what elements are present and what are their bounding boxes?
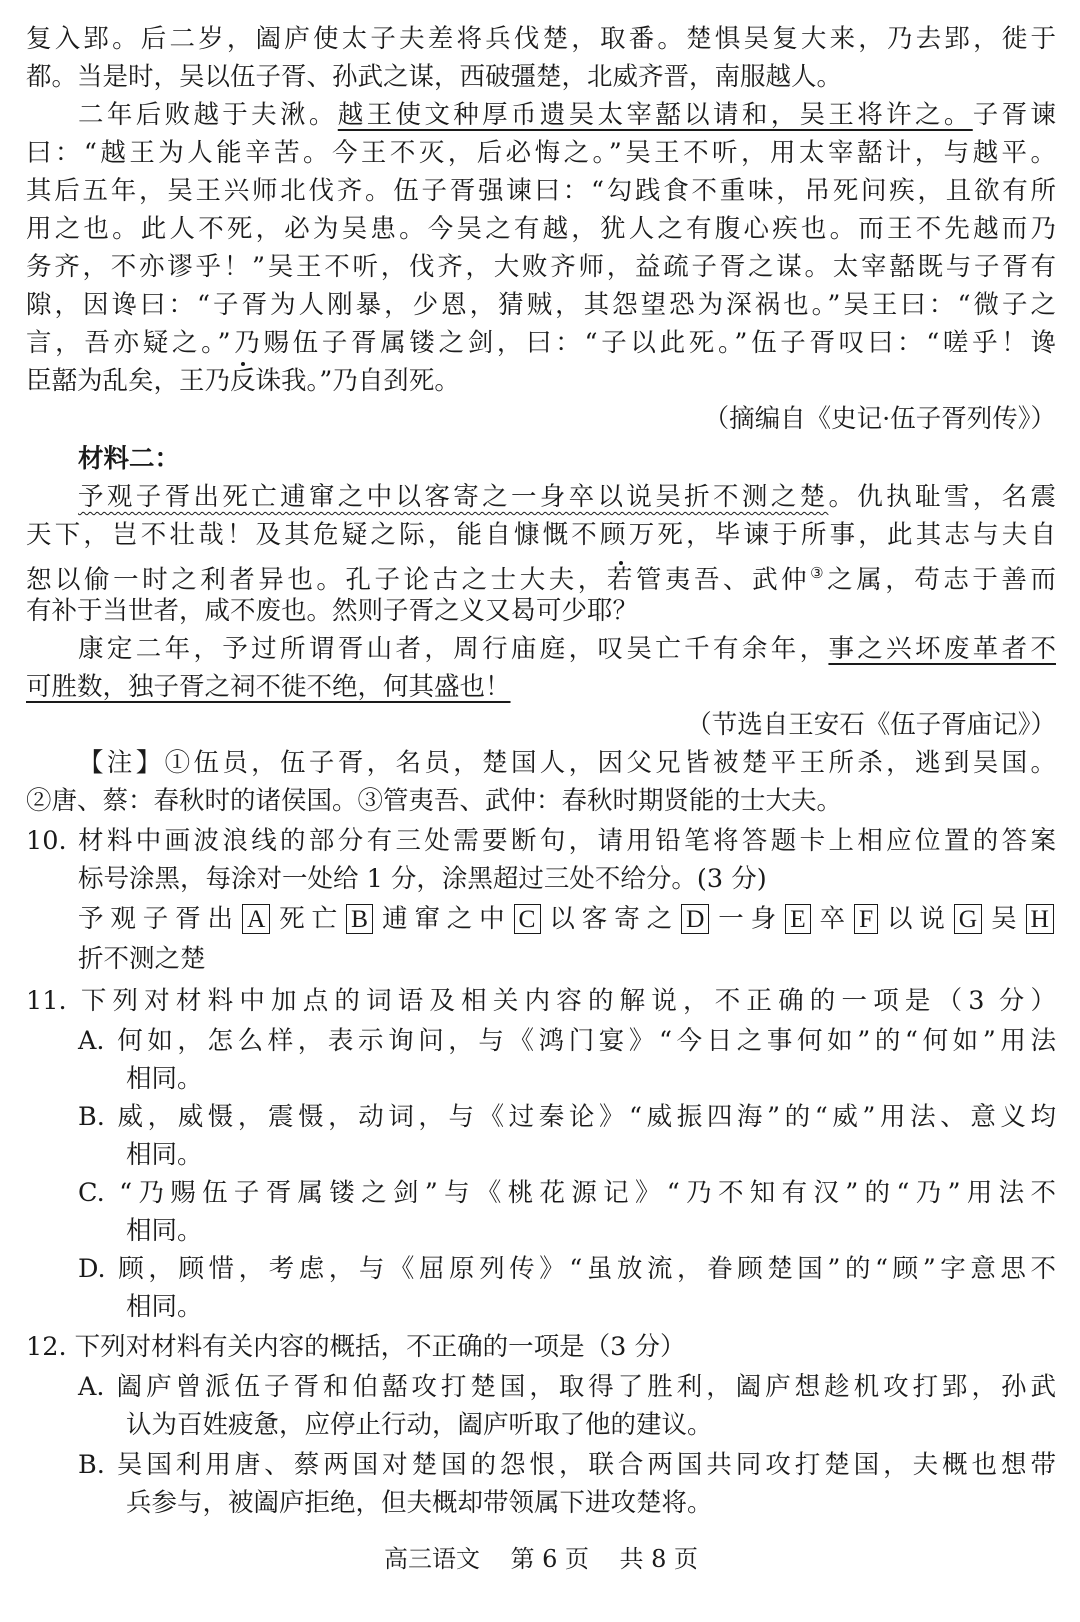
passage-text: 。仇执耻雪，名震 bbox=[828, 482, 1056, 512]
passage-line bbox=[26, 362, 460, 400]
dotted-word: 反 bbox=[230, 366, 256, 396]
passage-text: 诛我。”乃自刭死。 bbox=[255, 366, 460, 396]
break-option-box[interactable]: D bbox=[681, 904, 709, 934]
option-b-continued: 相同。 bbox=[126, 1140, 203, 1170]
break-option-box[interactable]: A bbox=[242, 904, 270, 934]
sentence-segment: 予观子胥出 bbox=[78, 904, 240, 934]
sentence-segment: 逋窜之中 bbox=[375, 904, 512, 934]
passage-text: 子胥谏 bbox=[972, 100, 1056, 130]
passage-text: 二年后败越于夫湫。 bbox=[78, 100, 338, 130]
option-b[interactable]: B. 吴国利用唐、蔡两国对楚国的怨恨，联合两国共同攻打楚国，夫概也想带 bbox=[78, 1450, 1056, 1480]
passage-line: 隙，因谗曰：“子胥为人刚暴，少恩，猜贼，其怨望恐为深祸也。”吴王曰：“微子之 bbox=[26, 290, 1056, 320]
option-a-continued: 相同。 bbox=[126, 1064, 203, 1094]
sentence-segment: 卒 bbox=[812, 904, 852, 934]
passage-line: 务齐，不亦谬乎！”吴王不听，伐齐，大败齐师，益疏子胥之谋。太宰嚭既与子胥有 bbox=[26, 252, 1056, 282]
wavy-underlined-sentence: 予观子胥出死亡逋窜之中以客寄之一身卒以说吴折不测之楚 bbox=[78, 482, 829, 512]
sentence-segment: 折不测之楚 bbox=[78, 944, 206, 974]
passage-line: 都。当是时，吴以伍子胥、孙武之谋，西破彊楚，北威齐晋，南服越人。 bbox=[26, 62, 843, 92]
notes-line: ②唐、蔡：春秋时的诸侯国。③管夷吾、武仲：春秋时期贤能的士大夫。 bbox=[26, 786, 843, 816]
passage-text: 康定二年，予过所谓胥山者，周行庙庭，叹吴亡千有余年， bbox=[78, 634, 829, 664]
break-option-box[interactable]: G bbox=[954, 904, 982, 934]
page-footer: 高三语文 第 6 页 共 8 页 bbox=[383, 1545, 699, 1573]
option-c-continued: 相同。 bbox=[126, 1216, 203, 1246]
source-citation: （节选自王安石《伍子胥庙记》） bbox=[686, 710, 1056, 740]
source-citation: （摘编自《史记·伍子胥列传》） bbox=[703, 404, 1056, 434]
passage-text: 之属，苟志于善而 bbox=[827, 565, 1056, 595]
option-a-continued: 认为百姓疲惫，应停止行动，阖庐听取了他的建议。 bbox=[126, 1410, 713, 1440]
sentence-segment: 以说 bbox=[880, 904, 952, 934]
break-option-box[interactable]: C bbox=[514, 904, 541, 934]
underlined-sentence: 越王使文种厚币遗吴太宰嚭以请和，吴王将许之。 bbox=[337, 100, 973, 130]
passage-text: 恕以偷一时之利者异也。孔子论古之士大夫， bbox=[26, 565, 607, 595]
passage-line: 言，吾亦疑之。”乃赐伍子胥属镂之剑，曰：“子以此死。”伍子胥叹曰：“嗟乎！谗 bbox=[26, 328, 1056, 358]
underlined-sentence: 事之兴坏废革者不 bbox=[828, 634, 1056, 664]
option-b[interactable]: B. 威，威慑，震慑，动词，与《过秦论》“威振四海”的“威”用法、意义均 bbox=[78, 1102, 1056, 1132]
sentence-segment: 一身 bbox=[711, 904, 784, 934]
option-b-continued: 兵参与，被阖庐拒绝，但夫概却带领属下进攻楚将。 bbox=[126, 1488, 713, 1518]
question-12-stem: 12. 下列对材料有关内容的概括，不正确的一项是（3 分） bbox=[26, 1332, 686, 1362]
option-c[interactable]: C. “乃赐伍子胥属镂之剑”与《桃花源记》“乃不知有汉”的“乃”用法不 bbox=[78, 1178, 1056, 1208]
option-a[interactable]: A. 何如，怎么样，表示询问，与《鸿门宴》“今日之事何如”的“何如”用法 bbox=[78, 1026, 1056, 1056]
passage-line: 用之也。此人不死，必为吴患。今吴之有越，犹人之有腹心疾也。而王不先越而乃 bbox=[26, 214, 1056, 244]
passage-line: 复入郢。后二岁，阖庐使太子夫差将兵伐楚，取番。楚惧吴复大来，乃去郢，徙于 bbox=[26, 24, 1056, 54]
passage-line bbox=[26, 668, 511, 706]
question-10-segmented-sentence bbox=[78, 900, 1056, 938]
footnote-mark: ③ bbox=[810, 564, 828, 582]
section-heading: 材料二： bbox=[78, 444, 181, 474]
break-option-box[interactable]: H bbox=[1026, 904, 1054, 934]
passage-line: 天下，岂不壮哉！及其危疑之际，能自慷慨不顾万死，毕谏于所事，此其志与夫自 bbox=[26, 520, 1056, 550]
underlined-sentence: 可胜数，独子胥之祠不徙不绝，何其盛也！ bbox=[26, 672, 511, 702]
dotted-word: 若 bbox=[606, 565, 636, 595]
passage-line bbox=[78, 630, 1056, 668]
question-11-stem: 11. 下列对材料中加点的词语及相关内容的解说，不正确的一项是（3 分） bbox=[26, 986, 1056, 1016]
sentence-segment: 以客寄之 bbox=[542, 904, 679, 934]
question-10-stem: 10. 材料中画波浪线的部分有三处需要断句，请用铅笔将答题卡上相应位置的答案 bbox=[26, 826, 1056, 856]
passage-text: 臣嚭为乱矣，王乃 bbox=[26, 366, 231, 396]
option-d-continued: 相同。 bbox=[126, 1292, 203, 1322]
passage-line bbox=[78, 478, 1056, 516]
sentence-segment: 死亡 bbox=[272, 904, 345, 934]
notes-line: 【注】①伍员，伍子胥，名员，楚国人，因父兄皆被楚平王所杀，逃到吴国。 bbox=[78, 748, 1056, 778]
passage-line bbox=[78, 96, 1056, 134]
break-option-box[interactable]: F bbox=[854, 904, 878, 934]
passage-line: 其后五年，吴王兴师北伐齐。伍子胥强谏曰：“勾践食不重味，吊死问疾，且欲有所 bbox=[26, 176, 1056, 206]
break-option-box[interactable]: E bbox=[785, 904, 811, 934]
option-a[interactable]: A. 阖庐曾派伍子胥和伯嚭攻打楚国，取得了胜利，阖庐想趁机攻打郢，孙武 bbox=[78, 1372, 1056, 1402]
break-option-box[interactable]: B bbox=[346, 904, 373, 934]
passage-line: 有补于当世者，咸不废也。然则子胥之义又曷可少耶？ bbox=[26, 596, 639, 626]
passage-text: 管夷吾、武仲 bbox=[635, 565, 811, 595]
question-10-stem: 标号涂黑，每涂对一处给 1 分，涂黑超过三处不给分。(3 分) bbox=[78, 864, 767, 894]
option-d[interactable]: D. 顾，顾惜，考虑，与《屈原列传》“虽放流，眷顾楚国”的“顾”字意思不 bbox=[78, 1254, 1056, 1284]
passage-line: 曰：“越王为人能辛苦。今王不灭，后必悔之。”吴王不听，用太宰嚭计，与越平。 bbox=[26, 138, 1056, 168]
sentence-segment: 吴 bbox=[984, 904, 1024, 934]
